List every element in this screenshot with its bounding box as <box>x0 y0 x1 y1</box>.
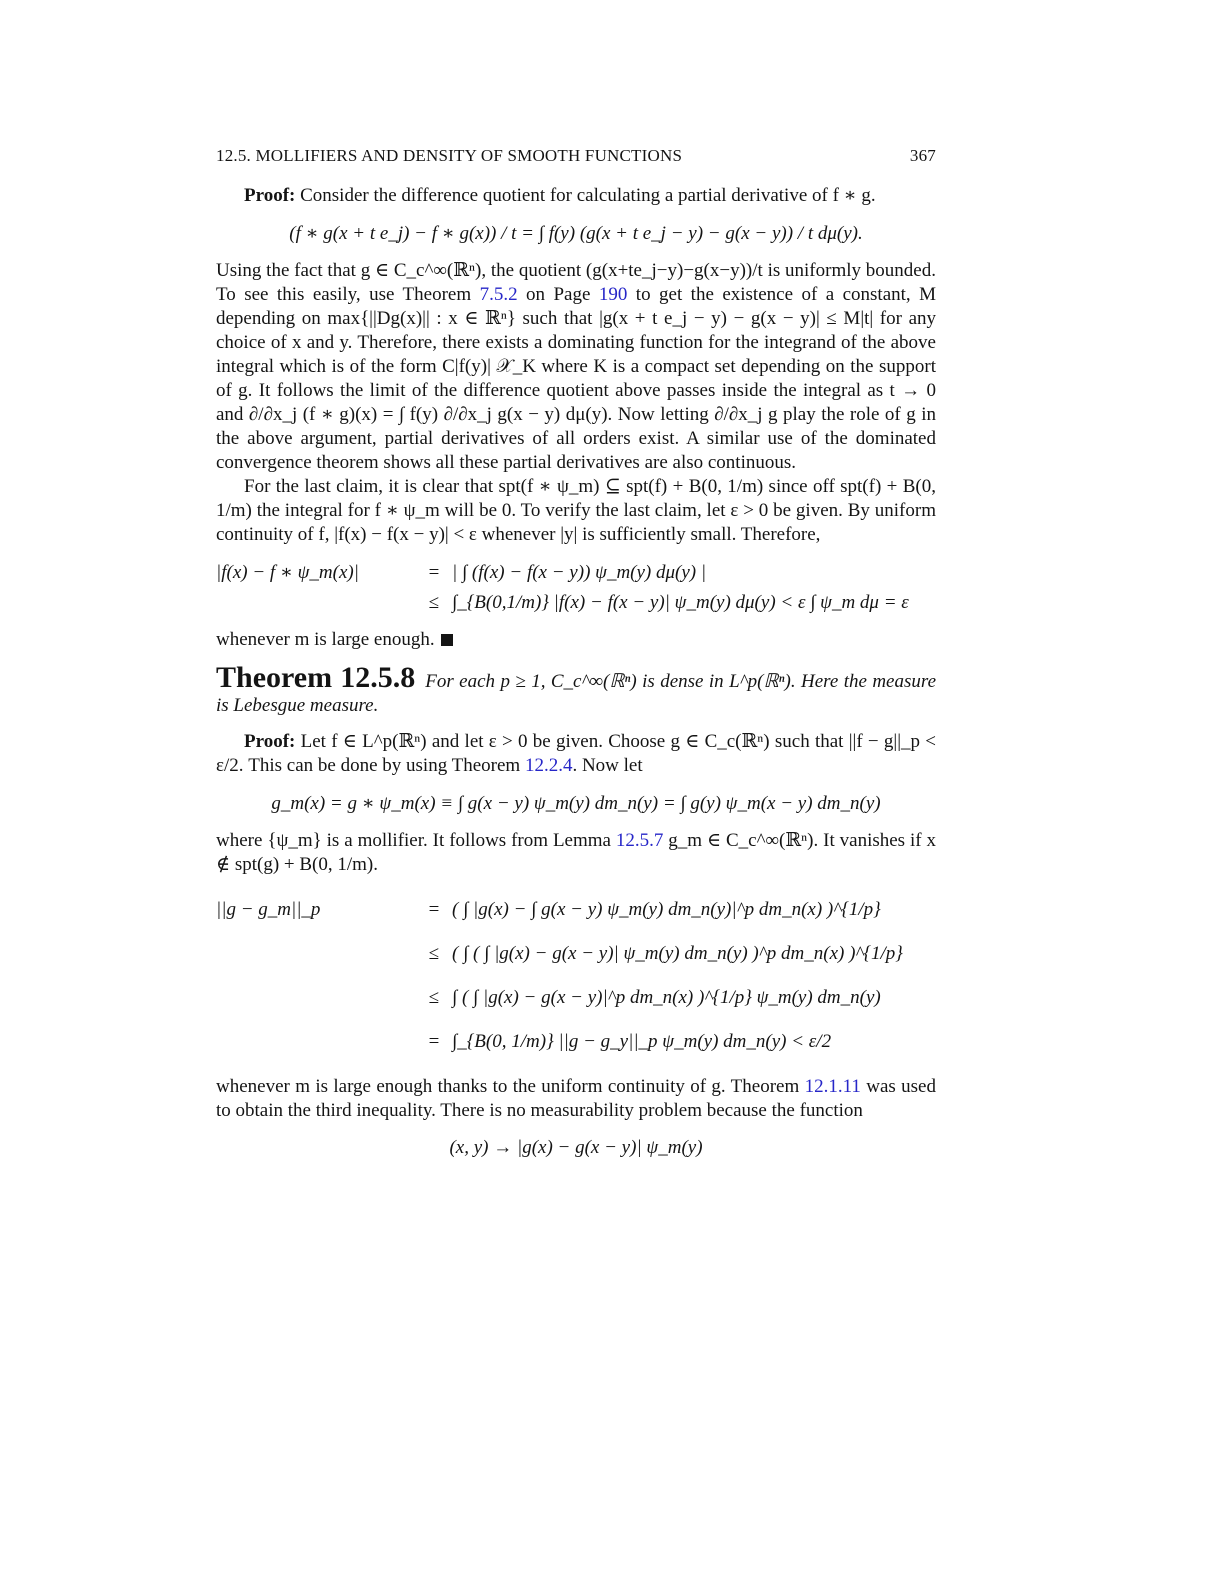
align-rhs: ∫_{B(0,1/m)} |f(x) − f(x − y)| ψ_m(y) dμ(y) < ε ∫ ψ_m dμ = ε <box>452 592 909 613</box>
proof-end <box>216 628 936 652</box>
proof-label: Proof: <box>244 185 296 206</box>
link-lemma-12-5-7[interactable]: 12.5.7 <box>615 830 664 851</box>
equation-difference-quotient: (f ∗ g(x + t e_j) − f ∗ g(x)) / t = ∫ f(y) (g(x + t e_j − y) − g(x − y)) / t dμ(y). <box>289 223 863 244</box>
align-lhs: ||g − g_m||_p <box>216 899 321 920</box>
align-rhs: ( ∫ |g(x) − ∫ g(x − y) ψ_m(y) dm_n(y)|^p dm_n(x) )^{1/p} <box>452 899 881 920</box>
proof2-paragraph-3 <box>216 1075 936 1123</box>
align-relation: ≤ <box>428 592 440 613</box>
text-run: whenever m is large enough thanks to the uniform continuity of g. Theorem <box>216 1076 805 1097</box>
align-relation: ≤ <box>428 987 440 1008</box>
align-rhs: | ∫ (f(x) − f(x − y)) ψ_m(y) dμ(y) | <box>452 561 707 583</box>
text-run: on Page <box>517 284 599 305</box>
proof-intro-text: Consider the difference quotient for calculating a partial derivative of f ∗ g. <box>300 185 876 206</box>
link-page-190[interactable]: 190 <box>598 284 628 305</box>
align-rhs: ∫_{B(0, 1/m)} ||g − g_y||_p ψ_m(y) dm_n(y) < ε/2 <box>452 1031 832 1052</box>
proof-paragraph-1 <box>216 259 936 475</box>
page <box>216 146 936 1173</box>
link-theorem-12-1-11[interactable]: 12.1.11 <box>804 1076 861 1097</box>
text-run: where {ψ_m} is a mollifier. It follows from Lemma <box>216 830 616 851</box>
equation-mollified: g_m(x) = g ∗ ψ_m(x) ≡ ∫ g(x − y) ψ_m(y) dm_n(y) = ∫ g(y) ψ_m(x − y) dm_n(y) <box>271 793 881 814</box>
align-relation: ≤ <box>428 943 440 964</box>
text-run: g_m ∈ C_c^∞(ℝⁿ). It vanishes if x ∉ spt(g) + B(0, 1/m). <box>216 830 937 875</box>
running-header <box>216 146 936 166</box>
section-title: 12.5. MOLLIFIERS AND DENSITY OF SMOOTH FUNCTIONS <box>216 146 683 165</box>
page-number: 367 <box>909 146 936 165</box>
proof-paragraph-intro <box>216 184 936 208</box>
align-relation: = <box>428 561 440 583</box>
proof-label: Proof: <box>244 731 296 752</box>
align-relation: = <box>428 899 440 920</box>
align-rhs: ( ∫ ( ∫ |g(x) − g(x − y)| ψ_m(y) dm_n(y) )^p dm_n(x) )^{1/p} <box>452 943 903 964</box>
text-run: Let f ∈ L^p(ℝⁿ) and let ε > 0 be given. Choose g ∈ C_c(ℝⁿ) such that ||f − g||_p < ε/2. This can be done by using Theorem <box>216 731 936 776</box>
align-relation: = <box>428 1031 440 1052</box>
text-run: Using the fact that g ∈ C_c^∞(ℝⁿ), the quotient (g(x+te_j−y)−g(x−y))/t is uniformly bounded. To see this easily, use Theorem <box>216 260 936 305</box>
equation-measurable-function: (x, y) → |g(x) − g(x − y)| ψ_m(y) <box>449 1137 703 1158</box>
text-run: to get the existence of a constant, M depending on max{||Dg(x)|| : x ∈ ℝⁿ} such that |g(x + t e_j − y) − g(x − y)| ≤ M|t| for any choice of x and y. Therefore, there exists a dominating function for the integrand of the above integral which is of the form C|f(y)| 𝒳_K where K is a compact set depending on the support of g. It follows the limit of the difference quotient above passes inside the integral as t → 0 and ∂/∂x_j (f ∗ g)(x) = ∫ f(y) ∂/∂x_j g(x − y) dμ(y). Now letting ∂/∂x_j g play the role of g in the above argument, partial derivatives of all orders exist. A similar use of the dominated convergence theorem shows all these partial derivatives are also continuous. <box>216 284 937 473</box>
proof2-paragraph-2 <box>216 829 936 877</box>
align-rhs: ∫ ( ∫ |g(x) − g(x − y)|^p dm_n(x) )^{1/p} ψ_m(y) dm_n(y) <box>452 987 881 1008</box>
text-run: was used to obtain the third inequality. There is no measurability problem because the function <box>216 1076 936 1121</box>
proof2-paragraph-1 <box>216 730 936 778</box>
theorem-title: Theorem 12.5.8 <box>216 661 416 694</box>
align-lhs: |f(x) − f ∗ ψ_m(x)| <box>216 562 359 583</box>
qed-square-icon <box>441 634 453 646</box>
theorem-statement: For each p ≥ 1, C_c^∞(ℝⁿ) is dense in L^p(ℝⁿ). Here the measure is Lebesgue measure. <box>216 671 936 716</box>
proof-paragraph-2: For the last claim, it is clear that spt(f ∗ ψ_m) ⊆ spt(f) + B(0, 1/m) since off spt(f) + B(0, 1/m) the integral for f ∗ ψ_m will be 0. To verify the last claim, let ε > 0 be given. By uniform continuity of f, |f(x) − f(x − y)| < ε whenever |y| is sufficiently small. Therefore, <box>216 476 936 545</box>
aligned-inequality-1 <box>216 561 936 614</box>
link-theorem-7-5-2[interactable]: 7.5.2 <box>479 284 518 305</box>
aligned-inequality-2 <box>216 899 936 1053</box>
text-run: whenever m is large enough. <box>216 629 435 650</box>
theorem-12-5-8 <box>216 661 936 718</box>
link-theorem-12-2-4[interactable]: 12.2.4 <box>524 755 573 776</box>
text-run: . Now let <box>572 755 643 776</box>
